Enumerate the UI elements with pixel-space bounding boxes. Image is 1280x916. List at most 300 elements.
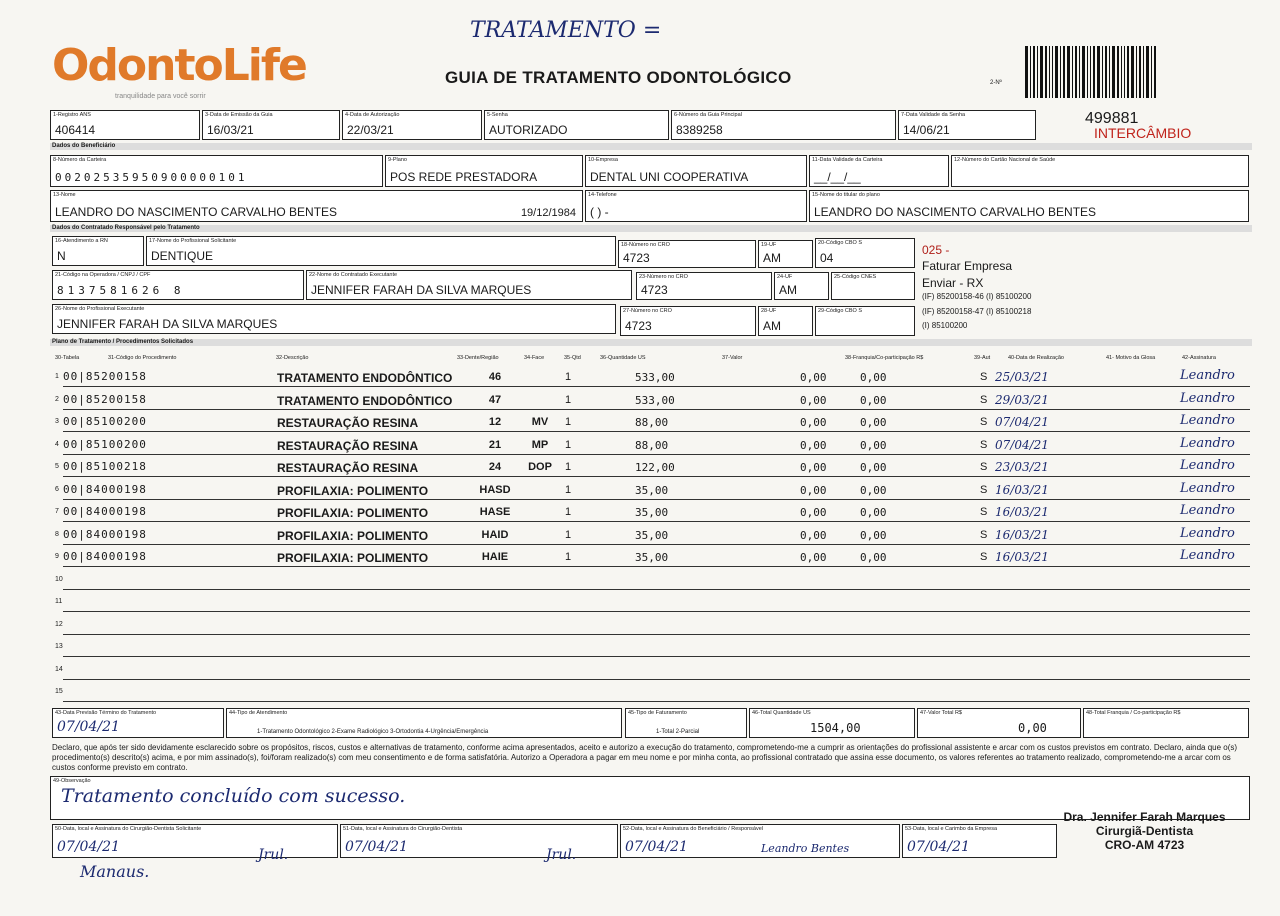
barcode-bar [1049,46,1050,98]
barcode-bar [1033,46,1035,98]
field-cbo-1[interactable] [815,238,915,268]
row-number: 11 [55,598,63,605]
col-dente: 33-Dente/Região [457,355,499,361]
col-data-realizacao: 40-Data de Realização [1008,355,1064,361]
row-number: 15 [55,688,63,695]
field-label: 12-Número do Cartão Nacional de Saúde [954,157,1056,163]
row-number: 4 [55,440,59,448]
field-label: 23-Número no CRO [639,274,688,280]
row-line [63,544,1250,545]
row-line [63,521,1250,522]
table-row[interactable] [55,548,1250,568]
field-tipo-faturamento[interactable] [625,708,747,738]
row-line [63,611,1250,612]
col-tabela: 30-Tabela [55,355,80,361]
field-value: ( ) - [590,205,609,219]
authorization: S [980,506,988,518]
field-value: 0,00 [1018,721,1047,735]
row-signature: Leandro [1180,390,1235,406]
value: 0,00 [800,483,827,497]
barcode-bar [1112,46,1115,98]
col-glosa: 41- Motivo da Glosa [1106,355,1156,361]
field-label: 18-Número no CRO [621,242,670,248]
field-value: 14/06/21 [903,123,950,137]
franchise: 0,00 [860,551,887,564]
row-signature: Leandro [1180,525,1235,541]
barcode-bar [1040,46,1043,98]
field-total-franquia[interactable] [1083,708,1249,738]
field-value: LEANDRO DO NASCIMENTO CARVALHO BENTES [814,205,1097,219]
field-label: 27-Número no CRO [623,308,672,314]
handwritten-header: TRATAMENTO = [470,18,662,43]
section-contratado: Dados do Contratado Responsável pelo Tratamento [50,225,1252,232]
field-label: 4-Data de Autorização [345,112,400,118]
row-line [63,476,1250,477]
value: 0,00 [800,393,827,407]
field-data-termino[interactable] [52,708,224,738]
barcode-bar [1075,46,1077,98]
tooth-face: DOP [528,461,552,473]
procedure-code: 00|84000198 [63,527,147,541]
field-label: 47-Valor Total R$ [920,710,962,716]
tooth-region: HASE [479,506,511,518]
barcode-bar [1037,46,1038,98]
franchise: 0,00 [860,393,887,407]
field-plano[interactable] [385,155,583,187]
table-row[interactable] [55,616,1250,636]
quantity: 1 [565,483,572,496]
field-data-autorizacao[interactable] [342,110,482,140]
field-codigo-operadora[interactable] [52,270,304,300]
field-label: 13-Nome [53,192,76,198]
row-line [63,431,1250,432]
barcode-bar [1121,46,1122,98]
barcode-bar [1045,46,1047,98]
date-realization: 16/03/21 [995,505,1049,519]
field-label: 10-Empresa [588,157,618,163]
billing-code: 025 - [922,243,950,257]
field-label: 45-Tipo de Faturamento [628,710,687,716]
col-descricao: 32-Descrição [276,355,309,361]
authorization: S [980,483,988,496]
field-cbo-3[interactable] [815,306,915,336]
field-value: 16/03/21 [207,123,254,137]
row-line [63,701,1250,702]
field-validade-carteira[interactable] [809,155,949,187]
field-label: 52-Data, local e Assinatura do Beneficiário / Responsável [623,826,764,832]
col-aut: 39-Aut [974,355,991,361]
quantity: 1 [565,371,572,383]
barcode-bar [1097,46,1100,98]
barcode-bar [1063,46,1065,98]
barcode-bar [1082,46,1085,98]
tooth-face: MP [531,438,549,451]
field-titular[interactable] [809,190,1249,222]
field-label: 14-Telefone [588,192,617,198]
field-label: 48-Total Franquia / Co-participação R$ [1086,710,1181,716]
procedure-description: TRATAMENTO ENDODÔNTICO [277,393,453,408]
authorization: S [980,371,988,383]
barcode-bar [1055,46,1058,98]
barcode-bar [1067,46,1070,98]
section-plano-tratamento: Plano de Tratamento / Procedimentos Solicitados [50,339,1252,346]
table-row[interactable] [55,638,1250,658]
field-value: 8389258 [676,123,723,137]
field-executante[interactable] [306,270,632,300]
authorization: S [980,438,988,451]
field-value: Tratamento concluído com sucesso. [61,785,406,807]
field-label: 21-Código na Operadora / CNPJ / CPF [55,272,151,278]
field-value: 07/04/21 [345,839,408,855]
field-value: JENNIFER FARAH DA SILVA MARQUES [311,283,532,297]
field-rn[interactable] [52,236,144,266]
table-row[interactable] [55,503,1250,523]
col-franquia: 38-Franquia/Co-participação R$ [845,355,924,361]
row-number: 5 [55,463,59,470]
quantity-us: 35,00 [635,506,669,519]
field-telefone[interactable] [585,190,807,222]
stamp-cro: CRO-AM 4723 [1104,838,1185,852]
barcode-bar [1030,46,1031,98]
signature: Jrul. [258,847,289,863]
field-label: 51-Data, local e Assinatura do Cirurgião-Dentista [343,826,463,832]
barcode-bar [1093,46,1095,98]
page-title: GUIA DE TRATAMENTO ODONTOLÓGICO [445,68,792,87]
date-realization: 16/03/21 [995,482,1049,497]
row-line [63,454,1250,455]
field-label: 24-UF [777,274,793,280]
field-value: 07/04/21 [57,839,120,855]
field-label: 46-Total Quantidade US [752,710,811,716]
barcode-bar [1079,46,1080,98]
field-value: 00202535950900000101 [55,171,248,184]
field-label: 6-Número da Guia Principal [674,112,742,118]
field-empresa[interactable] [585,155,807,187]
billing-line-2: Enviar - RX [922,276,984,290]
table-row[interactable] [55,481,1250,501]
barcode-bar [1154,46,1156,98]
value: 0,00 [800,506,827,519]
field-profissional-executante[interactable] [52,304,616,334]
table-row[interactable] [55,571,1250,591]
col-qtd: 35-Qtd [564,355,581,361]
table-row[interactable] [55,526,1250,546]
birth-date: 19/12/1984 [520,207,576,219]
signature: Jrul. [546,847,577,863]
field-value: DENTAL UNI COOPERATIVA [590,170,749,184]
logo: OdontoLife [52,40,306,91]
quantity: 1 [565,438,572,451]
professional-stamp [1062,810,1227,852]
field-value: 07/04/21 [57,719,120,735]
city-note: Manaus. [80,862,150,881]
authorization: S [980,461,988,473]
stamp-name: Dra. Jennifer Farah Marques [1063,810,1226,824]
row-signature: Leandro [1180,435,1235,451]
barcode-bar [1102,46,1103,98]
procedure-description: PROFILAXIA: POLIMENTO [277,551,429,565]
field-assinatura-solicitante[interactable] [52,824,338,863]
tooth-region: 12 [488,416,502,428]
row-line [63,679,1250,680]
field-label: 50-Data, local e Assinatura do Cirurgião-Dentista Solicitante [55,826,202,832]
barcode-bar [1117,46,1119,98]
field-cns[interactable] [951,155,1249,187]
barcode-bar [1131,46,1134,98]
field-label: 44-Tipo de Atendimento [229,710,288,716]
field-cro-2[interactable] [636,272,772,300]
field-cnes[interactable] [831,272,915,300]
field-value: 4723 [623,251,650,265]
field-uf-1[interactable] [758,240,813,268]
date-realization: 29/03/21 [995,392,1049,407]
table-row[interactable] [55,683,1250,703]
franchise: 0,00 [860,416,887,429]
barcode-bar [1109,46,1110,98]
field-label: 15-Nome do titular do plano [812,192,880,198]
quantity-us: 122,00 [635,461,675,474]
guia-number: 499881 [1085,110,1139,127]
procedure-description: PROFILAXIA: POLIMENTO [277,528,429,543]
row-number: 12 [55,620,63,628]
billing-line-4: (IF) 85200158-47 (I) 85100218 [922,307,1032,316]
field-label: 8-Número da Carteira [53,157,107,163]
tooth-region: HASD [479,483,511,496]
tooth-region: 21 [488,438,502,451]
stamp-role: Cirurgiã-Dentista [1095,824,1194,838]
procedure-code: 00|85200158 [63,370,147,383]
field-validade-senha[interactable] [898,110,1036,140]
field-value: __/__/__ [814,170,861,184]
field-uf-3[interactable] [758,306,813,336]
procedure-description: TRATAMENTO ENDODÔNTICO [277,371,453,385]
field-cro-3[interactable] [620,306,756,336]
row-line [63,634,1250,635]
field-label: 9-Plano [388,157,407,163]
field-label: 43-Data Previsão Término do Tratamento [55,710,157,716]
procedure-description: PROFILAXIA: POLIMENTO [277,483,429,498]
table-row[interactable] [55,436,1250,456]
barcode-bar [1025,46,1028,98]
field-value: AM [763,319,781,333]
field-value: AM [779,283,797,297]
field-label: 11-Data Validade da Carteira [812,157,883,163]
barcode-bar [1060,46,1061,98]
row-line [63,566,1250,567]
table-row[interactable] [55,391,1250,411]
row-line [63,409,1250,410]
section-beneficiario: Dados do Beneficiário [50,143,1252,150]
row-number: 7 [55,508,59,515]
field-value: 22/03/21 [347,123,394,137]
field-label: 16-Atendimento a RN [55,238,108,244]
procedure-code: 00|85100218 [63,460,147,473]
billing-line-5: (I) 85100200 [922,321,968,330]
row-number: 3 [55,418,59,425]
field-assinatura-dentista[interactable] [340,824,618,863]
franchise: 0,00 [860,483,887,497]
date-realization: 07/04/21 [995,415,1049,429]
quantity-us: 88,00 [635,416,669,429]
field-value: 07/04/21 [907,839,970,855]
col-qtd-us: 36-Quantidade US [600,355,646,361]
quantity-us: 88,00 [635,438,669,452]
quantity-us: 533,00 [635,371,675,384]
row-number: 8 [55,530,59,538]
field-value: 04 [820,251,834,265]
field-value: 07/04/21 [625,839,688,855]
billing-line-3: (IF) 85200158-46 (I) 85100200 [922,292,1032,301]
row-signature: Leandro [1180,458,1235,473]
date-realization: 07/04/21 [995,437,1049,452]
field-value: 8137581626 8 [57,284,185,297]
field-label: 29-Código CBO S [818,308,863,314]
procedure-description: RESTAURAÇÃO RESINA [277,461,419,475]
quantity: 1 [565,506,572,518]
field-nome[interactable] [50,190,583,222]
value: 0,00 [800,371,827,384]
procedure-code: 00|84000198 [63,550,147,563]
tooth-region: 46 [488,371,502,383]
value: 0,00 [800,528,827,542]
field-label: 17-Nome do Profissional Solicitante [149,238,237,244]
field-value: N [57,249,66,263]
field-assinatura-beneficiario[interactable] [620,824,900,858]
value: 0,00 [800,438,827,452]
field-label: 28-UF [761,308,777,314]
field-registro-ans[interactable] [50,110,200,140]
franchise: 0,00 [860,461,887,474]
procedure-code: 00|84000198 [63,482,147,496]
field-value: 1-Tratamento Odontológico 2-Exame Radiológico 3-Ortodontia 4-Urgência/Emergência [257,729,489,735]
field-carteira[interactable] [50,155,383,187]
declaration-text: Declaro, que após ter sido devidamente esclarecido sobre os propósitos, riscos, custos e alternativas de tratamento, conforme acima apresentados, aceito e autorizo a execução do tratamento, comprometendo-me a cumprir as orientações do profissional assistente e arcar com os custos previstos em contrato. Declaro, ainda que o(s) procedimento(s) descrito(s) acima, e por mim assinado(s), foi/foram realizado(s) com meu consentimento e de forma satisfatória. Autorizo a Operadora a pagar em meu nome e por minha conta, ao profissional contratado que assina esse documento, os valores referentes ao tratamento realizado, comprometendo-me a arcar com os custos conforme previsto em contrato. [52,743,1238,772]
field-label: 53-Data, local e Carimbo da Empresa [905,826,998,832]
authorization: S [980,528,988,541]
table-row[interactable] [55,368,1250,388]
field-value: 1-Total 2-Parcial [656,729,700,735]
row-signature: Leandro [1180,413,1235,428]
barcode-bar [1136,46,1137,98]
field-guia-principal[interactable] [671,110,896,140]
field-cro-1[interactable] [618,240,756,268]
field-value: 406414 [55,123,96,137]
tooth-region: 47 [488,393,502,406]
barcode-bar [1124,46,1125,98]
row-line [63,386,1250,387]
quantity-us: 35,00 [635,528,669,542]
row-number: 14 [55,665,63,673]
guia-number-label: 2-Nº [990,80,1002,86]
date-realization: 16/03/21 [995,527,1049,542]
value: 0,00 [800,461,827,474]
table-row[interactable] [55,661,1250,681]
field-uf-2[interactable] [774,272,829,300]
procedure-code: 00|84000198 [63,505,147,518]
field-senha[interactable] [484,110,669,140]
logo-tagline: tranquilidade para você sorrir [115,93,206,100]
barcode-bar [1090,46,1091,98]
row-number: 2 [55,395,59,403]
row-signature: Leandro [1180,548,1235,563]
row-number: 6 [55,485,59,493]
procedure-code: 00|85100200 [63,415,147,428]
barcode [1025,46,1195,98]
quantity: 1 [565,551,572,563]
field-value: AM [763,251,781,265]
barcode-bar [1127,46,1129,98]
row-number: 9 [55,553,59,560]
field-label: 7-Data Validade da Senha [901,112,966,118]
col-valor: 37-Valor [722,355,743,361]
date-realization: 23/03/21 [995,460,1049,474]
barcode-bar [1143,46,1144,98]
tooth-region: HAIE [481,551,509,563]
field-value: 1504,00 [810,721,861,735]
field-value: 4723 [625,319,652,333]
quantity: 1 [565,393,572,406]
tooth-region: HAID [481,528,509,541]
field-label: 25-Código CNES [834,274,877,280]
quantity-us: 35,00 [635,551,669,564]
quantity: 1 [565,461,572,473]
field-label: 5-Senha [487,112,508,118]
field-tipo-atendimento[interactable] [226,708,622,738]
field-value: JENNIFER FARAH DA SILVA MARQUES [57,317,278,331]
franchise: 0,00 [860,528,887,542]
billing-line-1: Faturar Empresa [922,259,1013,273]
authorization: S [980,416,988,428]
procedure-description: RESTAURAÇÃO RESINA [277,416,419,430]
field-label: 49-Observação [53,778,91,784]
barcode-bar [1105,46,1107,98]
procedure-description: RESTAURAÇÃO RESINA [277,438,419,453]
row-signature: Leandro [1180,480,1235,496]
col-face: 34-Face [524,355,545,361]
procedure-description: PROFILAXIA: POLIMENTO [277,506,429,520]
field-carimbo-empresa[interactable] [902,824,1057,858]
guia-type: INTERCÂMBIO [1094,125,1192,141]
field-label: 20-Código CBO S [818,240,863,246]
field-solicitante[interactable] [146,236,616,266]
col-codigo: 31-Código do Procedimento [108,355,177,361]
authorization: S [980,551,988,563]
table-row[interactable] [55,593,1250,613]
field-value: AUTORIZADO [489,123,568,137]
franchise: 0,00 [860,371,887,384]
table-row[interactable] [55,413,1250,433]
row-line [63,589,1250,590]
barcode-bar [1151,46,1152,98]
field-valor-total[interactable] [917,708,1081,738]
signature: Leandro Bentes [761,842,850,855]
field-label: 26-Nome do Profissional Executante [55,306,145,312]
date-realization: 25/03/21 [995,370,1049,384]
field-value: LEANDRO DO NASCIMENTO CARVALHO BENTES [55,205,338,219]
row-number: 13 [55,643,63,650]
field-total-us[interactable] [749,708,915,738]
quantity-us: 533,00 [635,393,675,407]
field-data-emissao[interactable] [202,110,340,140]
table-row[interactable] [55,458,1250,478]
barcode-bar [1052,46,1053,98]
barcode-bar [1087,46,1088,98]
barcode-bar [1139,46,1141,98]
field-label: 1-Registro ANS [53,112,91,118]
field-label: 22-Nome do Contratado Executante [309,272,398,278]
row-line [63,656,1250,657]
row-number: 10 [55,575,63,583]
